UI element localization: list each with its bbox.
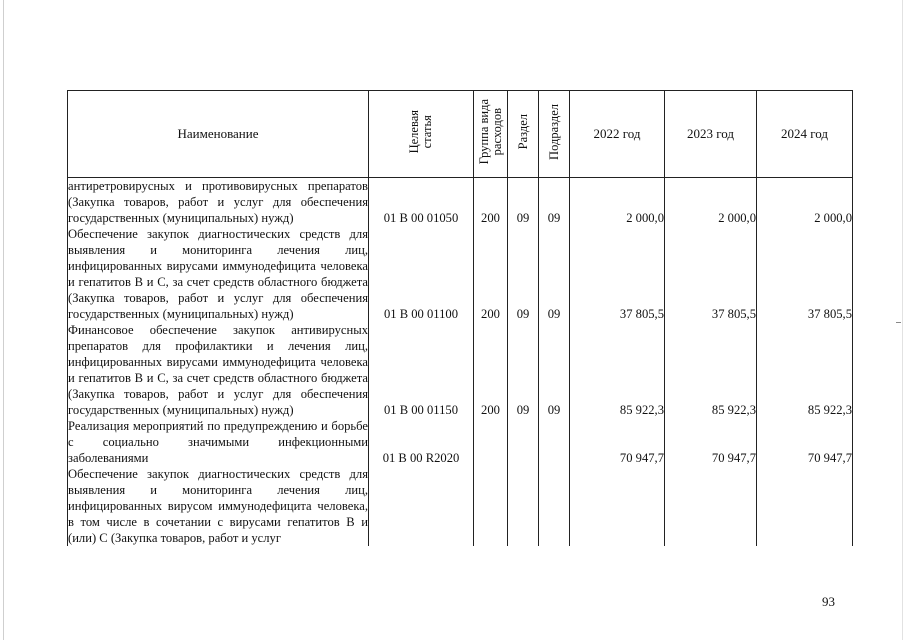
row-subsection (539, 418, 570, 466)
row-name: Обеспечение закупок диагностических средств для выявления и мониторинга лечения лиц, инфицированных вирусами иммунодефицита человека и гепатитов В и С, за счет средств областного бюджета (Закупка товаров, работ и услуг для обеспечения государственных (муниципальных) нужд) (68, 227, 368, 321)
table-row (68, 322, 853, 418)
row-name: Обеспечение закупок диагностических средств для выявления и мониторинга лечения лиц, инфицированных вирусом иммунодефицита человека, в том числе в сочетании с вирусами гепатитов В и (или) С (Закупка товаров, работ и услуг (68, 467, 368, 545)
row-2022: 85 922,3 (570, 322, 665, 418)
header-subsection-label: Подраздел (546, 104, 561, 160)
row-name: Реализация мероприятий по предупреждению и борьбе с социально значимыми инфекционными заболеваниями (68, 419, 368, 465)
header-2024: 2024 год (757, 91, 853, 178)
table-row (68, 178, 853, 227)
scan-page-edge (3, 0, 4, 640)
header-expense-group-label: Группа вида расходов (476, 99, 504, 165)
row-2024: 2 000,0 (757, 178, 853, 227)
row-section: 09 (508, 322, 539, 418)
row-2022: 70 947,7 (570, 418, 665, 466)
header-expense-group (474, 91, 508, 178)
row-group: 200 (474, 178, 508, 227)
header-subsection (539, 91, 570, 178)
scan-margin-mark (896, 322, 901, 323)
row-2023: 2 000,0 (665, 178, 757, 227)
row-2024: 37 805,5 (757, 226, 853, 322)
row-2022: 2 000,0 (570, 178, 665, 227)
header-2022: 2022 год (570, 91, 665, 178)
row-group: 200 (474, 322, 508, 418)
row-2024: 70 947,7 (757, 418, 853, 466)
row-subsection: 09 (539, 226, 570, 322)
budget-table (67, 90, 853, 546)
row-name: Финансовое обеспечение закупок антивирусных препаратов для профилактики и лечения лиц, инфицированных вирусами иммунодефицита человека и гепатитов В и С, за счет средств областного бюджета (Закупка товаров, работ и услуг для обеспечения государственных (муниципальных) нужд) (68, 323, 368, 417)
header-2023: 2023 год (665, 91, 757, 178)
row-2022 (570, 466, 665, 546)
header-target-article-label: Целевая статья (407, 110, 434, 154)
row-code (369, 466, 474, 546)
table-row (68, 418, 853, 466)
header-section (508, 91, 539, 178)
row-group: 200 (474, 226, 508, 322)
row-2023: 70 947,7 (665, 418, 757, 466)
row-2024 (757, 466, 853, 546)
page-number: 93 (822, 594, 835, 609)
row-2023: 37 805,5 (665, 226, 757, 322)
row-2023 (665, 466, 757, 546)
row-section: 09 (508, 226, 539, 322)
table-row (68, 226, 853, 322)
row-code: 01 В 00 01050 (369, 178, 474, 227)
row-subsection: 09 (539, 178, 570, 227)
row-group (474, 418, 508, 466)
scan-page-edge (902, 0, 903, 640)
table-row (68, 466, 853, 546)
row-section: 09 (508, 178, 539, 227)
row-name: антиретровирусных и противовирусных препаратов (Закупка товаров, работ и услуг для обеспечения государственных (муниципальных) нужд) (68, 179, 368, 225)
row-2024: 85 922,3 (757, 322, 853, 418)
row-subsection (539, 466, 570, 546)
row-code: 01 В 00 01150 (369, 322, 474, 418)
row-section (508, 466, 539, 546)
header-name: Наименование (68, 91, 369, 178)
row-subsection: 09 (539, 322, 570, 418)
row-code: 01 В 00 01100 (369, 226, 474, 322)
header-section-label: Раздел (515, 114, 530, 150)
row-group (474, 466, 508, 546)
row-code: 01 В 00 R2020 (369, 418, 474, 466)
header-target-article (369, 91, 474, 178)
row-section (508, 418, 539, 466)
header-row (68, 91, 853, 178)
row-2023: 85 922,3 (665, 322, 757, 418)
row-2022: 37 805,5 (570, 226, 665, 322)
